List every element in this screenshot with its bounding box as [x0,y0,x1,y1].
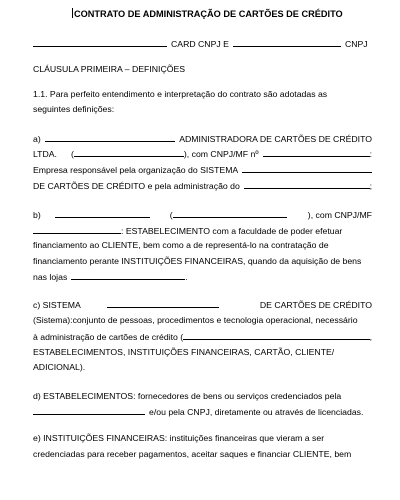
definition-d: d) ESTABELECIMENTOS: fornecedores de bens ou serviços credenciados pela [33,391,342,401]
clause-heading: CLÁUSULA PRIMEIRA – DEFINIÇÕES [33,64,186,74]
paragraph-1-1: 1.1. Para perfeito entendimento e interpretação do contrato são adotadas as [33,89,328,99]
blank-field[interactable] [233,38,341,47]
definition-e: e) INSTITUIÇÕES FINANCEIRAS: instituições financeiras que vieram a ser [33,433,325,443]
blank-field[interactable] [45,133,176,142]
document-title: CONTRATO DE ADMINISTRAÇÃO DE CARTÕES DE CRÉDITO [74,9,343,19]
blank-field[interactable] [33,225,121,234]
definition-b: b) ( ), com CNPJ/MF [33,210,372,220]
definition-a: a) ADMINISTRADORA DE CARTÕES DE CRÉDITO [33,134,372,144]
blank-field[interactable] [173,209,287,218]
blank-field[interactable] [263,148,370,157]
blank-field[interactable] [74,148,184,157]
blank-field[interactable] [183,331,369,340]
blank-field[interactable] [107,299,219,308]
blank-field[interactable] [55,209,150,218]
blank-field[interactable] [71,271,185,280]
text-cursor [72,8,73,18]
blank-field[interactable] [242,164,372,173]
definition-c: c) SISTEMA DE CARTÕES DE CRÉDITO [33,300,372,310]
blank-field[interactable] [244,180,370,189]
blank-field[interactable] [33,38,167,47]
parties-line: CARD CNPJ E CNPJ [33,38,372,50]
contract-page: CONTRATO DE ADMINISTRAÇÃO DE CARTÕES DE CRÉDITO CARD CNPJ E CNPJ CLÁUSULA PRIMEIRA – DEFINIÇÕES 1.1. Para perfeito entendimento e interpretação do contrato são adotadas as seguintes definições: a) ADMINISTRADORA DE CARTÕES DE CRÉDITO LTDA. ( ), com CNPJ/MF nº : Empresa responsável pela organização do SISTEMA DE CARTÕES DE CRÉDITO e pela administração do ; b) ( ), com CNPJ/MF : ESTABELECIMENTO com a faculdade de poder efetuar financiamento ao CLIENTE, bem como a de representá-lo na contratação de financiamento perante INSTITUIÇÕES FINANCEIRAS, quando da aquisição de bens nas lojas . c) SISTEMA DE CARTÕES DE CRÉDITO (Sistema):conjunto de pessoas, procedimentos e tecnologia operacional, necessário à administração de cartões de crédito ( , ESTABELECIMENTOS, INSTITUIÇÕES FINANCEIRAS, CARTÃO, CLIENTE/ ADICIONAL). d) ESTABELECIMENTOS: fornecedores de bens ou serviços credenciados pela e/ou pela CNPJ, diretamente ou através de licenciadas. e) INSTITUIÇÕES FINANCEIRAS: instituições financeiras que vieram a ser credenciadas para receber pagamentos, aceitar saques e financiar CLIENTE, bem [33,9,372,459]
blank-field[interactable] [33,406,145,415]
